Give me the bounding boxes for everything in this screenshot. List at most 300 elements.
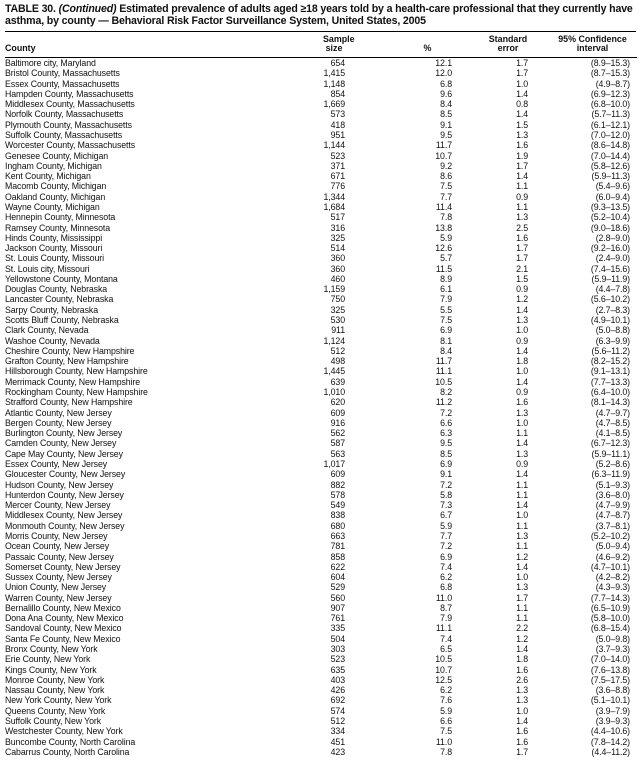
cell-percent: 5.7 bbox=[440, 253, 452, 264]
cell-county: Clark County, Nevada bbox=[5, 325, 89, 336]
cell-sample-size: 530 bbox=[330, 315, 345, 326]
cell-standard-error: 1.7 bbox=[516, 592, 528, 603]
cell-percent: 11.1 bbox=[435, 366, 452, 377]
table-row bbox=[5, 521, 637, 531]
table-row bbox=[5, 264, 637, 274]
cell-sample-size: 563 bbox=[330, 448, 345, 459]
cell-sample-size: 498 bbox=[330, 356, 345, 367]
cell-county: Monmouth County, New Jersey bbox=[5, 520, 125, 531]
cell-county: Ramsey County, Minnesota bbox=[5, 222, 111, 233]
cell-confidence-interval: (6.4–10.0) bbox=[590, 387, 630, 397]
cell-confidence-interval: (4.7–8.7) bbox=[595, 510, 630, 521]
table-row bbox=[5, 346, 637, 356]
cell-confidence-interval: (8.1–14.3) bbox=[590, 397, 630, 408]
table-row bbox=[5, 654, 637, 664]
cell-standard-error: 1.3 bbox=[516, 530, 528, 541]
cell-county: Bronx County, New York bbox=[5, 644, 98, 655]
cell-percent: 6.7 bbox=[440, 510, 452, 521]
cell-sample-size: 1,445 bbox=[323, 366, 345, 377]
cell-county: Hennepin County, Minnesota bbox=[5, 212, 116, 223]
table-row bbox=[5, 58, 637, 69]
cell-county: Queens County, New York bbox=[5, 705, 106, 716]
cell-sample-size: 609 bbox=[330, 407, 345, 418]
cell-sample-size: 663 bbox=[330, 530, 345, 541]
table-row bbox=[5, 181, 637, 191]
cell-standard-error: 1.0 bbox=[516, 366, 528, 377]
cell-confidence-interval: (5.4–9.6) bbox=[595, 181, 630, 192]
table-row bbox=[5, 305, 637, 315]
cell-county: Burlington County, New Jersey bbox=[5, 428, 123, 439]
cell-county: Macomb County, Michigan bbox=[5, 181, 107, 192]
cell-standard-error: 1.6 bbox=[516, 664, 528, 675]
cell-county: Ingham County, Michigan bbox=[5, 160, 102, 171]
cell-standard-error: 1.4 bbox=[516, 561, 528, 572]
cell-sample-size: 951 bbox=[330, 129, 345, 140]
cell-standard-error: 1.0 bbox=[516, 510, 528, 521]
cell-confidence-interval: (5.6–10.2) bbox=[590, 294, 630, 305]
col-header-sample-size bbox=[283, 32, 353, 58]
cell-sample-size: 325 bbox=[330, 304, 345, 315]
cell-confidence-interval: (6.3–9.9) bbox=[595, 335, 630, 346]
cell-county: Westchester County, New York bbox=[5, 726, 123, 737]
cell-percent: 8.5 bbox=[440, 448, 452, 459]
cell-confidence-interval: (5.6–11.2) bbox=[591, 345, 630, 356]
cell-confidence-interval: (3.9–7.9) bbox=[595, 705, 630, 716]
cell-confidence-interval: (3.7–9.3) bbox=[595, 644, 630, 655]
cell-county: Baltimore city, Maryland bbox=[5, 58, 96, 68]
cell-sample-size: 403 bbox=[330, 674, 345, 685]
cell-confidence-interval: (6.1–12.1) bbox=[590, 119, 630, 130]
cell-standard-error: 1.3 bbox=[516, 315, 528, 326]
cell-percent: 7.3 bbox=[440, 500, 452, 511]
cell-sample-size: 1,148 bbox=[323, 78, 345, 89]
col-header-se-line2: error bbox=[497, 43, 519, 54]
cell-county: Somerset County, New Jersey bbox=[5, 561, 121, 572]
cell-standard-error: 1.7 bbox=[516, 253, 528, 264]
cell-confidence-interval: (7.5–17.5) bbox=[590, 674, 630, 685]
cell-confidence-interval: (3.9–9.3) bbox=[595, 716, 630, 726]
cell-standard-error: 1.4 bbox=[516, 438, 528, 449]
cell-standard-error: 1.1 bbox=[516, 541, 528, 552]
cell-percent: 12.0 bbox=[435, 68, 452, 79]
cell-sample-size: 1,017 bbox=[323, 458, 345, 469]
cell-county: Cabarrus County, North Carolina bbox=[5, 746, 130, 757]
cell-county: Norfolk County, Massachusetts bbox=[5, 109, 124, 120]
col-header-percent: % bbox=[353, 32, 453, 58]
cell-percent: 7.8 bbox=[440, 212, 452, 223]
col-header-confidence-interval bbox=[530, 32, 637, 58]
cell-confidence-interval: (7.6–13.8) bbox=[590, 664, 630, 675]
table-row bbox=[5, 274, 637, 284]
cell-standard-error: 1.6 bbox=[516, 397, 528, 408]
cell-percent: 6.6 bbox=[440, 417, 452, 428]
table-title bbox=[5, 3, 636, 32]
cell-standard-error: 1.4 bbox=[516, 644, 528, 655]
table-row bbox=[5, 192, 637, 202]
cell-percent: 12.1 bbox=[435, 58, 452, 68]
cell-standard-error: 1.9 bbox=[516, 150, 528, 161]
cell-county: Suffolk County, Massachusetts bbox=[5, 129, 123, 140]
cell-county: Grafton County, New Hampshire bbox=[5, 356, 129, 367]
table-row bbox=[5, 603, 637, 613]
cell-confidence-interval: (6.7–12.3) bbox=[590, 438, 630, 449]
cell-confidence-interval: (5.8–10.0) bbox=[590, 613, 630, 624]
cell-standard-error: 1.4 bbox=[516, 109, 528, 120]
cell-standard-error: 1.0 bbox=[516, 705, 528, 716]
header-row bbox=[5, 32, 637, 58]
cell-confidence-interval: (6.9–12.3) bbox=[590, 88, 630, 99]
cell-confidence-interval: (4.4–7.8) bbox=[595, 284, 630, 295]
cell-standard-error: 1.7 bbox=[516, 243, 528, 254]
cell-sample-size: 1,669 bbox=[323, 99, 345, 110]
table-row bbox=[5, 89, 637, 99]
cell-county: Yellowstone County, Montana bbox=[5, 273, 118, 284]
cell-standard-error: 0.9 bbox=[516, 191, 528, 202]
cell-sample-size: 1,684 bbox=[323, 201, 345, 212]
cell-sample-size: 360 bbox=[330, 253, 345, 264]
cell-sample-size: 514 bbox=[330, 243, 345, 254]
cell-percent: 11.7 bbox=[435, 140, 452, 151]
col-header-sample-line1: Sample bbox=[323, 33, 355, 44]
cell-standard-error: 1.7 bbox=[516, 68, 528, 79]
cell-confidence-interval: (5.9–11.9) bbox=[591, 273, 630, 284]
table-title-continued: (Continued) bbox=[58, 3, 117, 15]
cell-standard-error: 1.4 bbox=[516, 500, 528, 511]
cell-confidence-interval: (6.8–15.4) bbox=[590, 623, 630, 634]
cell-sample-size: 560 bbox=[330, 592, 345, 603]
cell-sample-size: 620 bbox=[330, 397, 345, 408]
table-row bbox=[5, 130, 637, 140]
cell-sample-size: 529 bbox=[330, 582, 345, 593]
cell-percent: 9.1 bbox=[440, 469, 452, 480]
cell-sample-size: 451 bbox=[330, 736, 345, 747]
cell-percent: 6.9 bbox=[440, 325, 452, 336]
cell-confidence-interval: (5.9–11.3) bbox=[591, 171, 630, 182]
cell-standard-error: 1.4 bbox=[516, 345, 528, 356]
cell-percent: 6.3 bbox=[440, 428, 452, 439]
cell-confidence-interval: (4.9–10.1) bbox=[590, 315, 630, 326]
cell-sample-size: 512 bbox=[330, 716, 345, 726]
cell-standard-error: 1.1 bbox=[516, 479, 528, 490]
table-row bbox=[5, 695, 637, 705]
table-row bbox=[5, 387, 637, 397]
cell-percent: 7.9 bbox=[440, 613, 452, 624]
table-row bbox=[5, 161, 637, 171]
col-header-standard-error bbox=[453, 32, 530, 58]
cell-confidence-interval: (6.8–10.0) bbox=[590, 99, 630, 110]
cell-confidence-interval: (2.8–9.0) bbox=[595, 232, 630, 243]
col-header-county: County bbox=[5, 32, 283, 58]
cell-standard-error: 1.5 bbox=[516, 273, 528, 284]
cell-confidence-interval: (4.9–8.7) bbox=[595, 78, 630, 89]
table-row bbox=[5, 366, 637, 376]
cell-sample-size: 573 bbox=[330, 109, 345, 120]
cell-percent: 7.4 bbox=[440, 561, 452, 572]
table-row bbox=[5, 726, 637, 736]
cell-county: Union County, New Jersey bbox=[5, 582, 107, 593]
table-row bbox=[5, 582, 637, 592]
cell-county: Sussex County, New Jersey bbox=[5, 572, 112, 583]
cell-sample-size: 1,344 bbox=[323, 191, 345, 202]
cell-percent: 8.9 bbox=[440, 273, 452, 284]
cell-confidence-interval: (7.7–13.3) bbox=[590, 376, 630, 387]
cell-standard-error: 1.8 bbox=[516, 654, 528, 665]
cell-standard-error: 1.6 bbox=[516, 736, 528, 747]
cell-percent: 9.5 bbox=[440, 129, 452, 140]
cell-sample-size: 1,144 bbox=[323, 140, 345, 151]
cell-standard-error: 1.0 bbox=[516, 78, 528, 89]
cell-percent: 11.0 bbox=[435, 736, 452, 747]
cell-confidence-interval: (7.0–14.0) bbox=[590, 654, 630, 665]
table-row bbox=[5, 613, 637, 623]
cell-county: Ocean County, New Jersey bbox=[5, 541, 110, 552]
table-row bbox=[5, 593, 637, 603]
cell-percent: 10.7 bbox=[435, 664, 452, 675]
cell-percent: 7.8 bbox=[440, 746, 452, 757]
cell-standard-error: 0.8 bbox=[516, 99, 528, 110]
table-row bbox=[5, 480, 637, 490]
table-row bbox=[5, 315, 637, 325]
cell-confidence-interval: (5.1–10.1) bbox=[590, 695, 630, 706]
cell-confidence-interval: (7.0–12.0) bbox=[590, 129, 630, 140]
table-row bbox=[5, 644, 637, 654]
table-row bbox=[5, 562, 637, 572]
cell-percent: 7.7 bbox=[440, 530, 452, 541]
cell-confidence-interval: (9.2–16.0) bbox=[590, 243, 630, 254]
cell-standard-error: 1.5 bbox=[516, 119, 528, 130]
cell-percent: 8.4 bbox=[440, 99, 452, 110]
table-title-text: Estimated prevalence of adults aged ≥18 years told by a health-care professional that they currently have asthma, by county — Behavioral Risk Factor Surveillance System, United States, 2005 bbox=[5, 3, 633, 28]
cell-percent: 8.7 bbox=[440, 602, 452, 613]
prevalence-table bbox=[5, 32, 637, 757]
cell-confidence-interval: (9.3–13.5) bbox=[590, 201, 630, 212]
cell-standard-error: 0.9 bbox=[516, 458, 528, 469]
table-row bbox=[5, 294, 637, 304]
col-header-se-line1: Standard bbox=[488, 33, 528, 44]
cell-sample-size: 654 bbox=[330, 58, 345, 68]
cell-sample-size: 907 bbox=[330, 602, 345, 613]
cell-confidence-interval: (4.7–8.5) bbox=[595, 417, 630, 428]
table-body bbox=[5, 58, 637, 758]
cell-standard-error: 1.3 bbox=[516, 582, 528, 593]
cell-confidence-interval: (7.4–15.6) bbox=[590, 263, 630, 274]
cell-county: Genesee County, Michigan bbox=[5, 150, 109, 161]
cell-county: Morris County, New Jersey bbox=[5, 530, 108, 541]
cell-confidence-interval: (3.6–8.8) bbox=[595, 685, 630, 696]
cell-percent: 6.5 bbox=[440, 644, 452, 655]
cell-sample-size: 562 bbox=[330, 428, 345, 439]
cell-percent: 6.9 bbox=[440, 551, 452, 562]
cell-confidence-interval: (5.0–9.8) bbox=[595, 633, 630, 644]
cell-county: Hudson County, New Jersey bbox=[5, 479, 114, 490]
table-row bbox=[5, 397, 637, 407]
cell-percent: 8.2 bbox=[440, 387, 452, 397]
cell-percent: 12.5 bbox=[435, 674, 452, 685]
cell-confidence-interval: (6.0–9.4) bbox=[595, 191, 630, 202]
cell-confidence-interval: (9.0–18.6) bbox=[590, 222, 630, 233]
table-row bbox=[5, 171, 637, 181]
cell-percent: 7.7 bbox=[440, 191, 452, 202]
cell-percent: 9.5 bbox=[440, 438, 452, 449]
cell-county: Merrimack County, New Hampshire bbox=[5, 376, 141, 387]
cell-county: Wayne County, Michigan bbox=[5, 201, 100, 212]
cell-percent: 6.9 bbox=[440, 458, 452, 469]
cell-percent: 11.4 bbox=[435, 201, 452, 212]
cell-county: Hinds County, Mississippi bbox=[5, 232, 103, 243]
cell-percent: 11.0 bbox=[435, 592, 452, 603]
cell-county: Buncombe County, North Carolina bbox=[5, 736, 136, 747]
table-row bbox=[5, 541, 637, 551]
cell-percent: 6.2 bbox=[440, 572, 452, 583]
col-header-sample-line2: size bbox=[325, 43, 343, 54]
cell-county: Hunterdon County, New Jersey bbox=[5, 489, 124, 500]
cell-percent: 11.1 bbox=[435, 623, 452, 634]
cell-sample-size: 761 bbox=[330, 613, 345, 624]
table-row bbox=[5, 737, 637, 747]
cell-standard-error: 1.3 bbox=[516, 407, 528, 418]
cell-confidence-interval: (7.0–14.4) bbox=[590, 150, 630, 161]
table-row bbox=[5, 243, 637, 253]
cell-confidence-interval: (5.2–10.4) bbox=[590, 212, 630, 223]
cell-standard-error: 1.1 bbox=[516, 428, 528, 439]
cell-confidence-interval: (5.9–11.1) bbox=[591, 448, 630, 459]
cell-percent: 6.1 bbox=[440, 284, 452, 295]
cell-standard-error: 1.1 bbox=[516, 181, 528, 192]
cell-county: Plymouth County, Massachusetts bbox=[5, 119, 132, 130]
cell-confidence-interval: (5.8–12.6) bbox=[590, 160, 630, 171]
cell-confidence-interval: (4.2–8.2) bbox=[595, 572, 630, 583]
cell-confidence-interval: (8.7–15.3) bbox=[590, 68, 630, 79]
cell-confidence-interval: (4.3–9.3) bbox=[595, 582, 630, 593]
cell-county: Strafford County, New Hampshire bbox=[5, 397, 133, 408]
cell-percent: 9.2 bbox=[440, 160, 452, 171]
table-row bbox=[5, 675, 637, 685]
cell-county: Passaic County, New Jersey bbox=[5, 551, 114, 562]
cell-standard-error: 2.2 bbox=[516, 623, 528, 634]
cell-percent: 7.2 bbox=[440, 541, 452, 552]
cell-standard-error: 1.4 bbox=[516, 716, 528, 726]
cell-sample-size: 838 bbox=[330, 510, 345, 521]
cell-confidence-interval: (6.5–10.9) bbox=[590, 602, 630, 613]
table-row bbox=[5, 490, 637, 500]
table-row bbox=[5, 572, 637, 582]
cell-percent: 8.6 bbox=[440, 171, 452, 182]
cell-percent: 7.2 bbox=[440, 479, 452, 490]
table-row bbox=[5, 449, 637, 459]
table-row bbox=[5, 336, 637, 346]
cell-confidence-interval: (4.7–10.1) bbox=[590, 561, 630, 572]
cell-percent: 5.5 bbox=[440, 304, 452, 315]
cell-standard-error: 1.6 bbox=[516, 232, 528, 243]
cell-standard-error: 1.4 bbox=[516, 376, 528, 387]
cell-sample-size: 911 bbox=[331, 325, 345, 336]
cell-sample-size: 549 bbox=[330, 500, 345, 511]
cell-county: Lancaster County, Nebraska bbox=[5, 294, 114, 305]
table-row bbox=[5, 428, 637, 438]
cell-county: Bergen County, New Jersey bbox=[5, 417, 112, 428]
table-row bbox=[5, 706, 637, 716]
table-row bbox=[5, 223, 637, 233]
cell-sample-size: 325 bbox=[330, 232, 345, 243]
table-row bbox=[5, 212, 637, 222]
table-row bbox=[5, 747, 637, 757]
cell-standard-error: 1.2 bbox=[516, 551, 528, 562]
cell-confidence-interval: (8.9–15.3) bbox=[590, 58, 630, 68]
cell-county: Cheshire County, New Hampshire bbox=[5, 345, 135, 356]
cell-sample-size: 776 bbox=[330, 181, 345, 192]
cell-sample-size: 1,159 bbox=[323, 284, 345, 295]
cell-county: Washoe County, Nevada bbox=[5, 335, 100, 346]
col-header-ci-line2: interval bbox=[576, 43, 609, 54]
cell-percent: 10.5 bbox=[435, 654, 452, 665]
cell-sample-size: 781 bbox=[330, 541, 345, 552]
cell-standard-error: 1.1 bbox=[516, 489, 528, 500]
cell-standard-error: 1.4 bbox=[516, 304, 528, 315]
cell-sample-size: 635 bbox=[330, 664, 345, 675]
cell-sample-size: 587 bbox=[330, 438, 345, 449]
cell-sample-size: 1,124 bbox=[323, 335, 345, 346]
cell-percent: 10.5 bbox=[435, 376, 452, 387]
cell-confidence-interval: (5.7–11.3) bbox=[591, 109, 630, 120]
table-row bbox=[5, 120, 637, 130]
cell-standard-error: 1.0 bbox=[516, 417, 528, 428]
cell-standard-error: 1.3 bbox=[516, 448, 528, 459]
cell-standard-error: 1.4 bbox=[516, 88, 528, 99]
cell-percent: 7.2 bbox=[440, 407, 452, 418]
cell-county: Bristol County, Massachusetts bbox=[5, 68, 120, 79]
cell-confidence-interval: (5.2–10.2) bbox=[590, 530, 630, 541]
cell-percent: 7.5 bbox=[440, 726, 452, 737]
cell-standard-error: 1.3 bbox=[516, 212, 528, 223]
cell-county: Essex County, Massachusetts bbox=[5, 78, 120, 89]
cell-confidence-interval: (9.1–13.1) bbox=[590, 366, 630, 377]
cell-sample-size: 671 bbox=[330, 171, 345, 182]
cell-percent: 6.2 bbox=[440, 685, 452, 696]
table-row bbox=[5, 500, 637, 510]
cell-percent: 7.4 bbox=[440, 633, 452, 644]
cell-sample-size: 609 bbox=[330, 469, 345, 480]
cell-confidence-interval: (7.7–14.3) bbox=[590, 592, 630, 603]
cell-county: Rockingham County, New Hampshire bbox=[5, 387, 148, 397]
cell-sample-size: 604 bbox=[330, 572, 345, 583]
cell-sample-size: 1,415 bbox=[323, 68, 345, 79]
table-row bbox=[5, 634, 637, 644]
cell-percent: 8.5 bbox=[440, 109, 452, 120]
table-row bbox=[5, 109, 637, 119]
table-row bbox=[5, 665, 637, 675]
cell-percent: 13.8 bbox=[435, 222, 452, 233]
cell-sample-size: 574 bbox=[330, 705, 345, 716]
cell-county: Hillsborough County, New Hampshire bbox=[5, 366, 148, 377]
cell-standard-error: 0.9 bbox=[516, 387, 528, 397]
cell-confidence-interval: (7.8–14.2) bbox=[590, 736, 630, 747]
cell-sample-size: 750 bbox=[330, 294, 345, 305]
cell-standard-error: 1.1 bbox=[516, 520, 528, 531]
table-row bbox=[5, 377, 637, 387]
cell-percent: 9.6 bbox=[440, 88, 452, 99]
cell-sample-size: 517 bbox=[330, 212, 345, 223]
cell-confidence-interval: (4.7–9.7) bbox=[595, 407, 630, 418]
cell-sample-size: 418 bbox=[330, 119, 345, 130]
cell-county: St. Louis city, Missouri bbox=[5, 263, 90, 274]
cell-county: Warren County, New Jersey bbox=[5, 592, 112, 603]
table-row bbox=[5, 253, 637, 263]
cell-standard-error: 1.4 bbox=[516, 171, 528, 182]
cell-county: Gloucester County, New Jersey bbox=[5, 469, 126, 480]
cell-sample-size: 523 bbox=[330, 654, 345, 665]
cell-percent: 9.1 bbox=[440, 119, 452, 130]
table-row bbox=[5, 418, 637, 428]
